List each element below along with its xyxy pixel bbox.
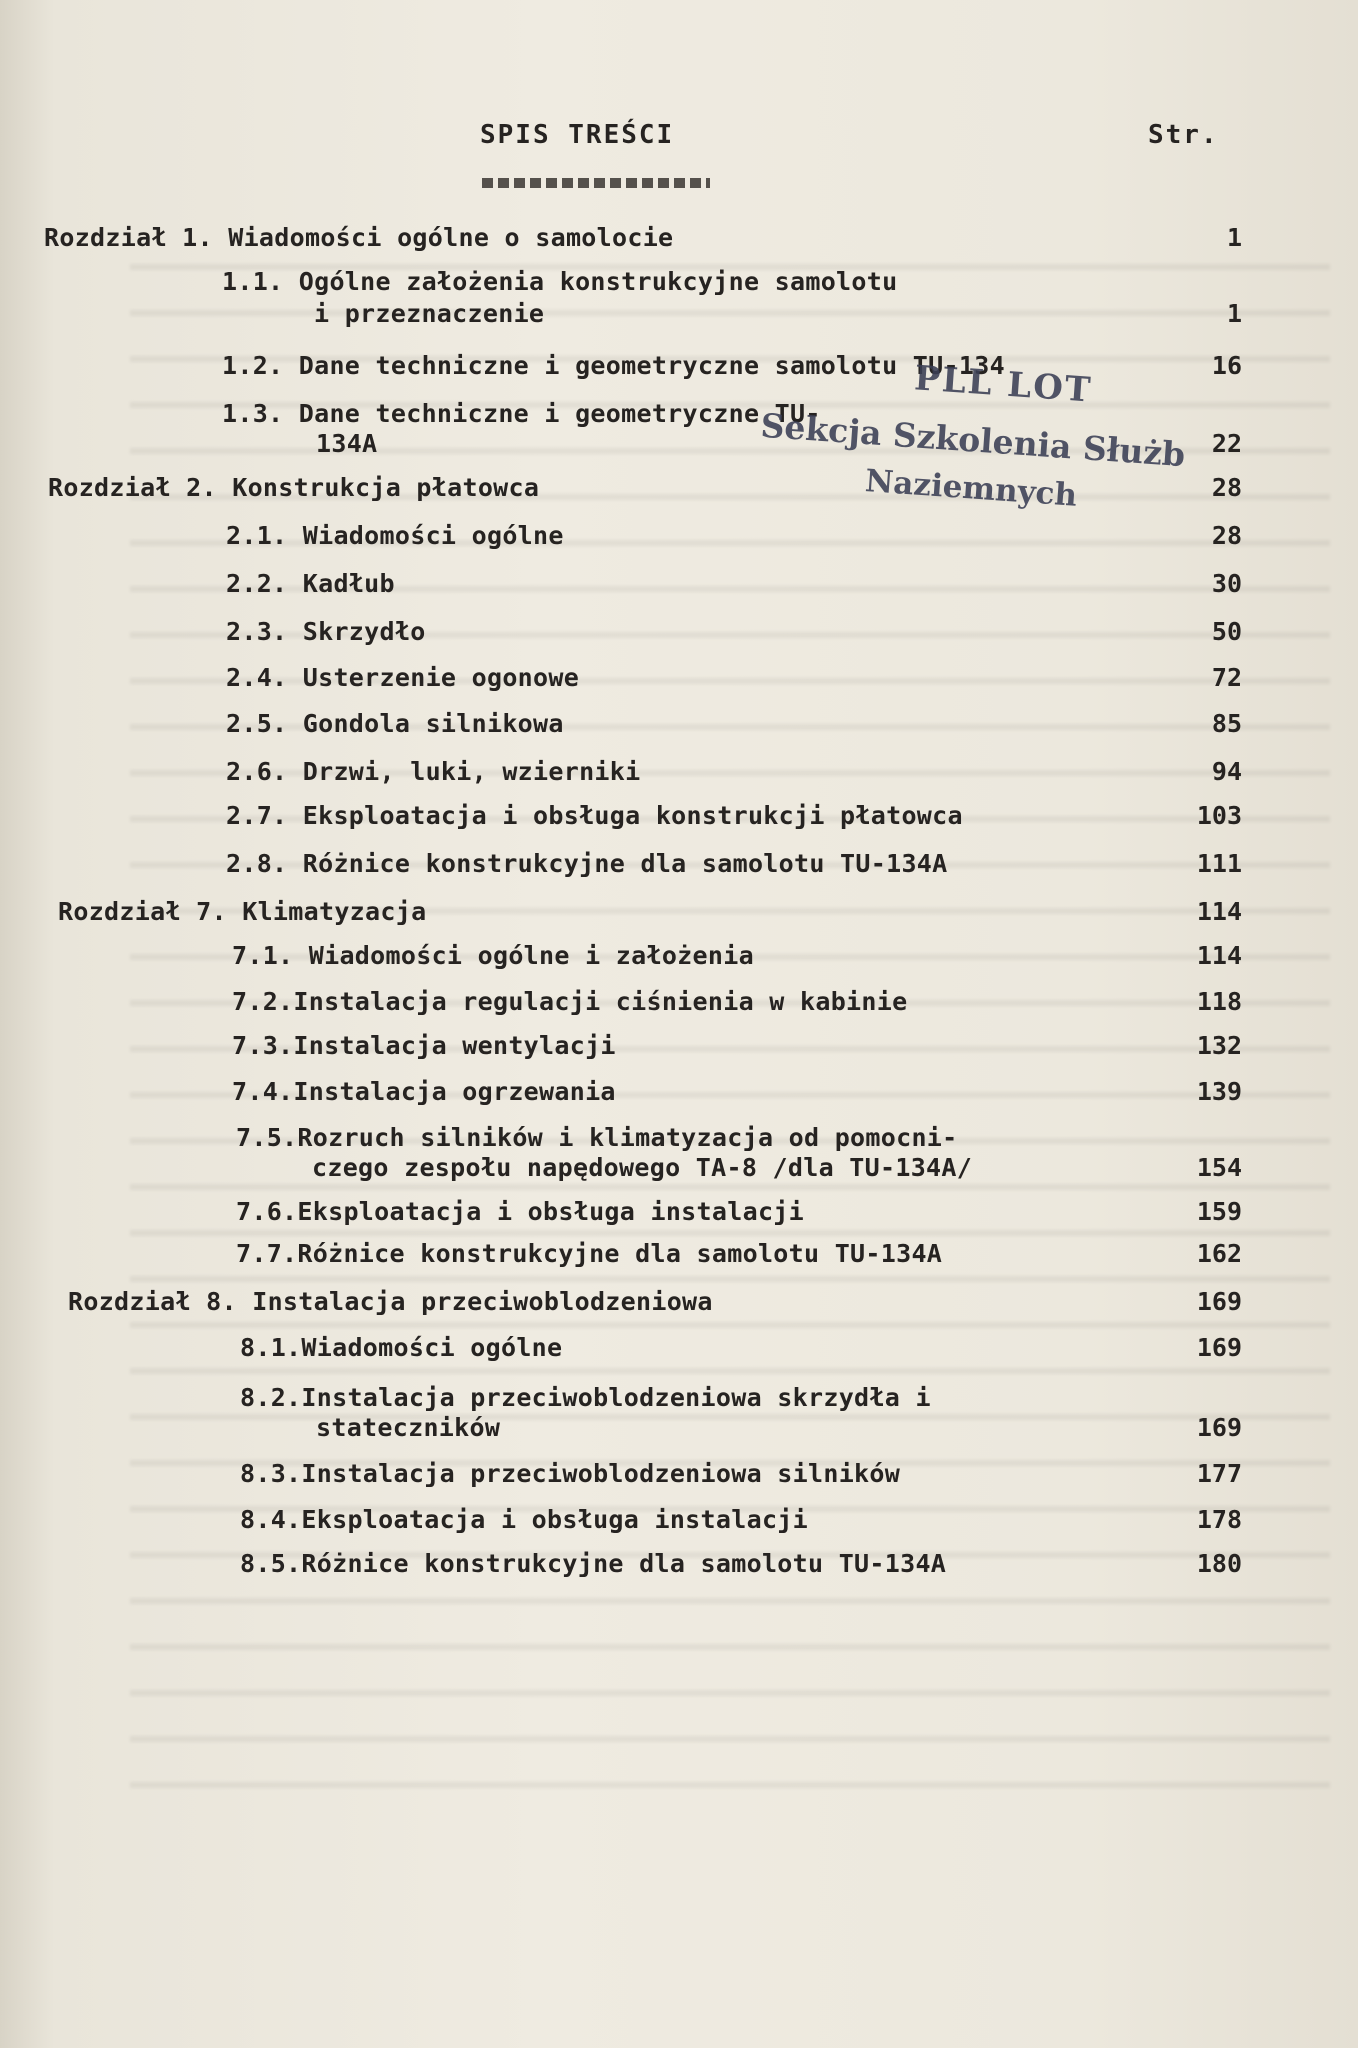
- toc-entry: 2.6. Drzwi, luki, wzierniki: [226, 757, 641, 786]
- toc-page: 114: [1196, 897, 1242, 926]
- toc-page: 154: [1196, 1153, 1242, 1182]
- toc-entry: Rozdział 1. Wiadomości ogólne o samolocie: [44, 223, 674, 252]
- toc-entry: i przeznaczenie: [314, 299, 545, 328]
- toc-entry: Rozdział 2. Konstrukcja płatowca: [48, 473, 540, 502]
- toc-page: 180: [1196, 1549, 1242, 1578]
- stamp-line-2: Sekcja Szkolenia Służb: [759, 405, 1187, 475]
- toc-page: 159: [1196, 1197, 1242, 1226]
- toc-page: 1: [1226, 299, 1242, 328]
- toc-entry: 2.2. Kadłub: [226, 569, 395, 598]
- toc-entry: 7.1. Wiadomości ogólne i założenia: [232, 941, 754, 970]
- toc-page: 22: [1211, 429, 1242, 458]
- page-column-header: Str.: [1148, 120, 1219, 150]
- toc-entry: 2.4. Usterzenie ogonowe: [226, 663, 580, 692]
- title-underline: [482, 178, 710, 188]
- toc-page: 30: [1211, 569, 1242, 598]
- toc-page: 139: [1196, 1077, 1242, 1106]
- toc-entry: 7.4.Instalacja ogrzewania: [232, 1077, 616, 1106]
- toc-entry: stateczników: [316, 1413, 501, 1442]
- toc-entry: 7.7.Różnice konstrukcyjne dla samolotu TU-134A: [236, 1239, 943, 1268]
- toc-entry: 134A: [316, 429, 378, 458]
- toc-entry: 8.5.Różnice konstrukcyjne dla samolotu TU-134A: [240, 1549, 947, 1578]
- toc-entry: 2.8. Różnice konstrukcyjne dla samolotu TU-134A: [226, 849, 948, 878]
- toc-entry: 7.6.Eksploatacja i obsługa instalacji: [236, 1197, 804, 1226]
- stamp-line-1: PLL LOT: [913, 358, 1094, 411]
- toc-entry: Rozdział 7. Klimatyzacja: [58, 897, 427, 926]
- toc-entry: 8.3.Instalacja przeciwoblodzeniowa silników: [240, 1459, 901, 1488]
- toc-entry: 8.4.Eksploatacja i obsługa instalacji: [240, 1505, 808, 1534]
- toc-entry: 7.5.Rozruch silników i klimatyzacja od pomocni-: [236, 1123, 958, 1152]
- toc-entry: 1.2. Dane techniczne i geometryczne samolotu TU-134: [222, 351, 1005, 380]
- toc-entry: 7.2.Instalacja regulacji ciśnienia w kabinie: [232, 987, 908, 1016]
- toc-entry: 1.3. Dane techniczne i geometryczne TU-: [222, 399, 821, 428]
- institution-stamp: [755, 344, 1236, 546]
- toc-page: 169: [1196, 1413, 1242, 1442]
- toc-page: 169: [1196, 1287, 1242, 1316]
- toc-page: 16: [1211, 351, 1242, 380]
- toc-page: 50: [1211, 617, 1242, 646]
- toc-page: 28: [1211, 521, 1242, 550]
- toc-page: 114: [1196, 941, 1242, 970]
- toc-entry: Rozdział 8. Instalacja przeciwoblodzeniowa: [68, 1287, 713, 1316]
- toc-page: 162: [1196, 1239, 1242, 1268]
- toc-page: 178: [1196, 1505, 1242, 1534]
- page-title: SPIS TREŚCI: [480, 120, 675, 150]
- toc-entry: 8.1.Wiadomości ogólne: [240, 1333, 563, 1362]
- toc-page: 118: [1196, 987, 1242, 1016]
- toc-page: 177: [1196, 1459, 1242, 1488]
- toc-page: 85: [1211, 709, 1242, 738]
- toc-entry: 2.1. Wiadomości ogólne: [226, 521, 564, 550]
- toc-page: 132: [1196, 1031, 1242, 1060]
- toc-entry: 2.5. Gondola silnikowa: [226, 709, 564, 738]
- stamp-line-3: Naziemnych: [863, 463, 1079, 514]
- toc-page: 103: [1196, 801, 1242, 830]
- toc-page: 28: [1211, 473, 1242, 502]
- toc-entry: 1.1. Ogólne założenia konstrukcyjne samolotu: [222, 267, 898, 296]
- toc-entry: 7.3.Instalacja wentylacji: [232, 1031, 616, 1060]
- toc-entry: 8.2.Instalacja przeciwoblodzeniowa skrzydła i: [240, 1383, 931, 1412]
- toc-page: 94: [1211, 757, 1242, 786]
- toc-entry: 2.7. Eksploatacja i obsługa konstrukcji płatowca: [226, 801, 963, 830]
- toc-page: 169: [1196, 1333, 1242, 1362]
- toc-page: 72: [1211, 663, 1242, 692]
- toc-entry: czego zespołu napędowego TA-8 /dla TU-134A/: [312, 1153, 973, 1182]
- toc-page: 1: [1226, 223, 1242, 252]
- toc-entry: 2.3. Skrzydło: [226, 617, 426, 646]
- toc-page: 111: [1196, 849, 1242, 878]
